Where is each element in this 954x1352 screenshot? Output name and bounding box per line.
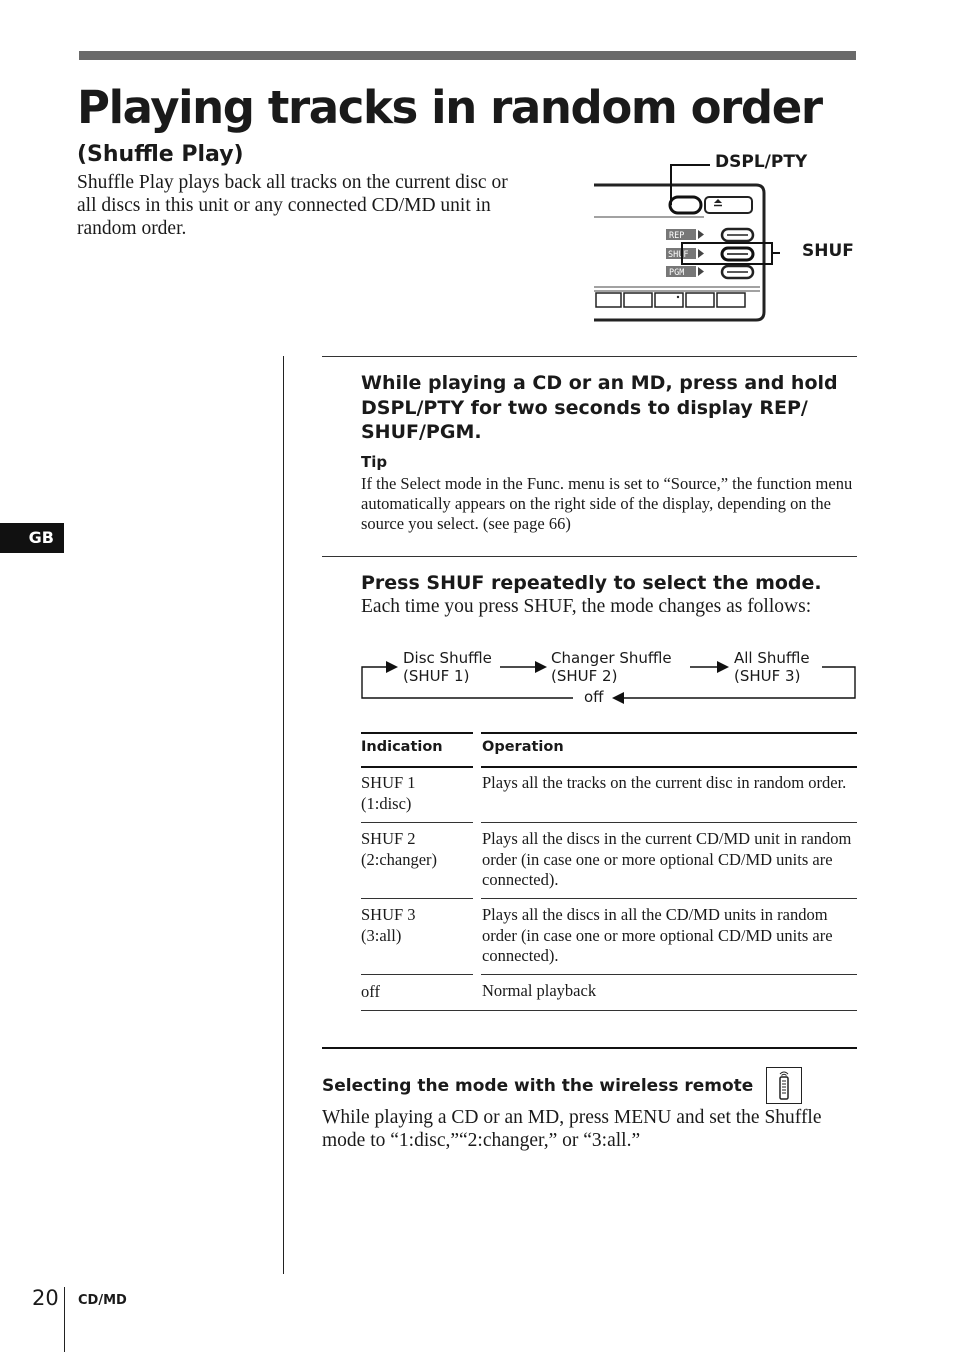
arrow-to-disc-icon (386, 661, 398, 673)
flow-changer-shuffle-code: (SHUF 2) (551, 667, 618, 685)
indication-line: SHUF 2 (361, 829, 416, 848)
arrow-to-changer-icon (535, 661, 547, 673)
remote-control-icon (766, 1067, 802, 1104)
table-header-operation: Operation (482, 739, 564, 755)
shuf-display-label: SHUF (668, 250, 689, 260)
table-row-operation: Plays all the discs in the current CD/MD unit in random order (in case one or more optional CD/MD units are connected). (482, 829, 852, 889)
indication-line: (2:changer) (361, 849, 438, 869)
flow-disc-shuffle-name: Disc Shuffle (403, 649, 492, 667)
table-row-indication (361, 905, 416, 946)
table-row-operation: Plays all the discs in all the CD/MD units in random order (in case one or more optional CD/MD units are connected). (482, 905, 833, 965)
table-header-rule (361, 766, 473, 768)
indication-line: off (361, 982, 380, 1001)
table-row-rule (361, 822, 473, 823)
flow-all-shuffle-code: (SHUF 3) (734, 667, 801, 685)
dspl-pty-button (670, 197, 701, 213)
page-subtitle: (Shuffle Play) (77, 142, 244, 167)
eject-button (705, 197, 752, 213)
indication-line: SHUF 1 (361, 773, 416, 792)
preset-buttons (596, 293, 745, 307)
footer-divider (64, 1287, 65, 1352)
column-divider (283, 356, 284, 1274)
page-number: 20 (32, 1286, 59, 1310)
flow-all-shuffle-name: All Shuffle (734, 649, 810, 667)
arrow-to-all-icon (717, 661, 729, 673)
table-row-indication (361, 982, 380, 1003)
arrow-to-off-icon (612, 692, 624, 704)
flow-all-shuffle (734, 649, 810, 685)
device-illustration (560, 150, 780, 325)
wireless-divider (322, 1047, 857, 1049)
flow-changer-shuffle (551, 649, 672, 685)
step2-heading: Press SHUF repeatedly to select the mode. (361, 572, 822, 594)
step1-divider (322, 356, 857, 357)
table-row-rule (361, 898, 473, 899)
tip-label: Tip (361, 453, 388, 471)
step2-text: Each time you press SHUF, the mode changes as follows: (361, 596, 812, 617)
table-header-rule (481, 766, 857, 768)
language-tab: GB (0, 523, 64, 553)
table-top-rule (481, 732, 857, 734)
dspl-pty-callout-label: DSPL/PTY (715, 152, 808, 172)
wireless-remote-heading: Selecting the mode with the wireless remote (322, 1076, 754, 1096)
top-rule (79, 51, 856, 60)
table-row-indication (361, 773, 416, 814)
rep-display-label: REP (669, 231, 685, 241)
step2-divider (322, 556, 857, 557)
footer-section-label: CD/MD (78, 1293, 127, 1308)
table-row-operation: Plays all the tracks on the current disc in random order. (482, 773, 847, 792)
flow-off: off (584, 688, 604, 706)
wireless-remote-text: While playing a CD or an MD, press MENU and set the Shuffle mode to “1:disc,”“2:changer,” or “3:all.” (322, 1107, 822, 1151)
flow-disc-shuffle (403, 649, 492, 685)
table-row-rule (361, 974, 473, 975)
page-title: Playing tracks in random order (77, 81, 822, 134)
pgm-display-label: PGM (669, 268, 685, 278)
flow-changer-shuffle-name: Changer Shuffle (551, 649, 672, 667)
table-row-indication (361, 829, 437, 870)
indication-line: (3:all) (361, 925, 402, 945)
tip-text: If the Select mode in the Func. menu is set to “Source,” the function menu automatically appears on the right side of the display, depending on the source you select. (see page 66) (361, 474, 853, 534)
indication-line: (1:disc) (361, 793, 412, 813)
flow-disc-shuffle-code: (SHUF 1) (403, 667, 470, 685)
table-top-rule (361, 732, 473, 734)
shuf-button (722, 248, 753, 260)
table-row-rule (481, 898, 857, 899)
table-bottom-rule (361, 1010, 857, 1011)
pgm-button (722, 266, 753, 278)
table-row-rule (481, 822, 857, 823)
rep-button (722, 229, 753, 241)
step1-heading: While playing a CD or an MD, press and hold DSPL/PTY for two seconds to display REP/ SHUF/PGM. (361, 372, 838, 443)
table-header-indication: Indication (361, 739, 443, 755)
intro-paragraph: Shuffle Play plays back all tracks on the current disc or all discs in this unit or any connected CD/MD unit in random order. (77, 172, 508, 239)
shuf-callout-label: SHUF (802, 241, 854, 261)
table-row-operation: Normal playback (482, 981, 597, 1000)
table-row-rule (481, 974, 857, 975)
indication-line: SHUF 3 (361, 905, 416, 924)
